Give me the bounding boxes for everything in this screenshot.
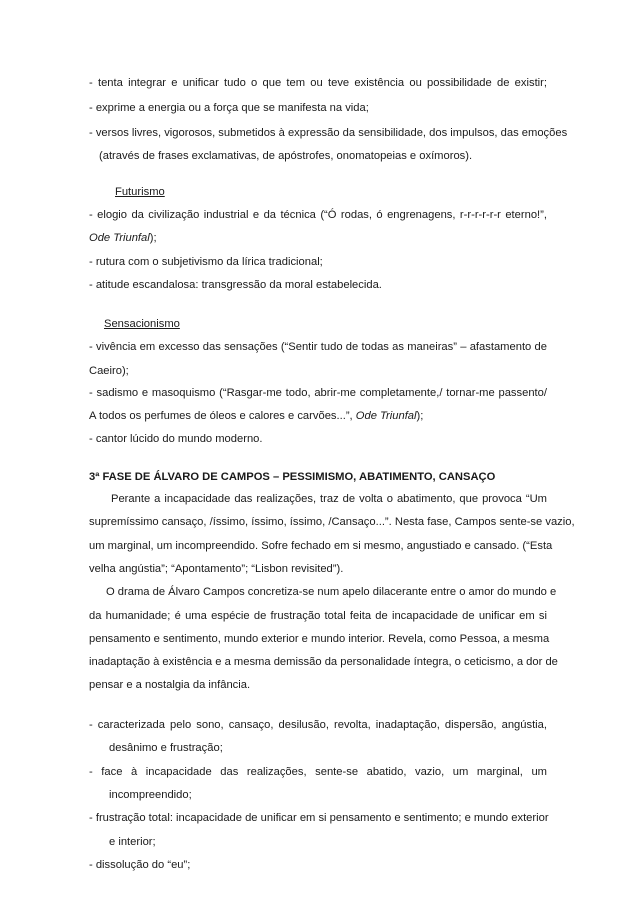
text-line: - elogio da civilização industrial e da técnica (“Ó rodas, ó engrenagens, r-r-r-r-r-r eterno!”, xyxy=(89,209,547,221)
italic-title: Ode Triunfal xyxy=(355,410,417,422)
list-item: - face à incapacidade das realizações, sente-se abatido, vazio, um marginal, um xyxy=(89,766,547,778)
italic-title: Ode Triunfal xyxy=(89,232,150,244)
text-line: Perante a incapacidade das realizações, traz de volta o abatimento, que provoca “Um xyxy=(111,493,547,505)
list-item-continuation: e interior; xyxy=(109,836,156,848)
list-item-continuation: desânimo e frustração; xyxy=(109,742,223,754)
text-line: Caeiro); xyxy=(89,365,129,377)
text-line: - exprime a energia ou a força que se manifesta na vida; xyxy=(89,102,369,114)
text-line: pensar e a nostalgia da infância. xyxy=(89,679,251,691)
text-line: inadaptação à existência e a mesma demissão da personalidade íntegra, o ceticismo, a dor de xyxy=(89,656,558,668)
list-item: - dissolução do “eu”; xyxy=(89,859,191,871)
text-line: velha angústia”; “Apontamento”; “Lisbon revisited”). xyxy=(89,563,344,575)
text-line: - tenta integrar e unificar tudo o que tem ou teve existência ou possibilidade de existir; xyxy=(89,77,547,89)
section-heading-fase3: 3ª FASE DE ÁLVARO DE CAMPOS – PESSIMISMO, ABATIMENTO, CANSAÇO xyxy=(89,471,496,483)
text-line: - cantor lúcido do mundo moderno. xyxy=(89,433,263,445)
section-heading-futurismo: Futurismo xyxy=(115,186,165,198)
text-line: (através de frases exclamativas, de apóstrofes, onomatopeias e oxímoros). xyxy=(99,150,473,162)
text-line: pensamento e sentimento, mundo exterior e mundo interior. Revela, como Pessoa, a mesma xyxy=(89,633,550,645)
text-line: supremíssimo cansaço, /íssimo, íssimo, íssimo, /Cansaço...”. Nesta fase, Campos sente-se vazio, xyxy=(89,516,575,528)
text-line: - sadismo e masoquismo (“Rasgar-me todo, abrir-me completamente,/ tornar-me passento/ xyxy=(89,387,547,399)
text-line: A todos os perfumes de óleos e calores e carvões...”, Ode Triunfal); xyxy=(89,410,424,422)
text-line: da humanidade; é uma espécie de frustração total feita de incapacidade de unificar em si xyxy=(89,610,547,622)
section-heading-sensacionismo: Sensacionismo xyxy=(104,318,180,330)
text-line: - rutura com o subjetivismo da lírica tradicional; xyxy=(89,256,323,268)
list-item: - caracterizada pelo sono, cansaço, desilusão, revolta, inadaptação, dispersão, angústia, xyxy=(89,719,547,731)
text-line: - vivência em excesso das sensações (“Sentir tudo de todas as maneiras” – afastamento de xyxy=(89,341,547,353)
list-item: - frustração total: incapacidade de unificar em si pensamento e sentimento; e mundo exterior xyxy=(89,812,549,824)
text-line: um marginal, um incompreendido. Sofre fechado em si mesmo, angustiado e cansado. (“Esta xyxy=(89,540,553,552)
text-line: O drama de Álvaro Campos concretiza-se num apelo dilacerante entre o amor do mundo e xyxy=(106,586,557,598)
text-line: Ode Triunfal); xyxy=(89,232,157,244)
text-line: - atitude escandalosa: transgressão da moral estabelecida. xyxy=(89,279,382,291)
list-item-continuation: incompreendido; xyxy=(109,789,192,801)
text-line: - versos livres, vigorosos, submetidos à expressão da sensibilidade, dos impulsos, das emoções xyxy=(89,127,568,139)
